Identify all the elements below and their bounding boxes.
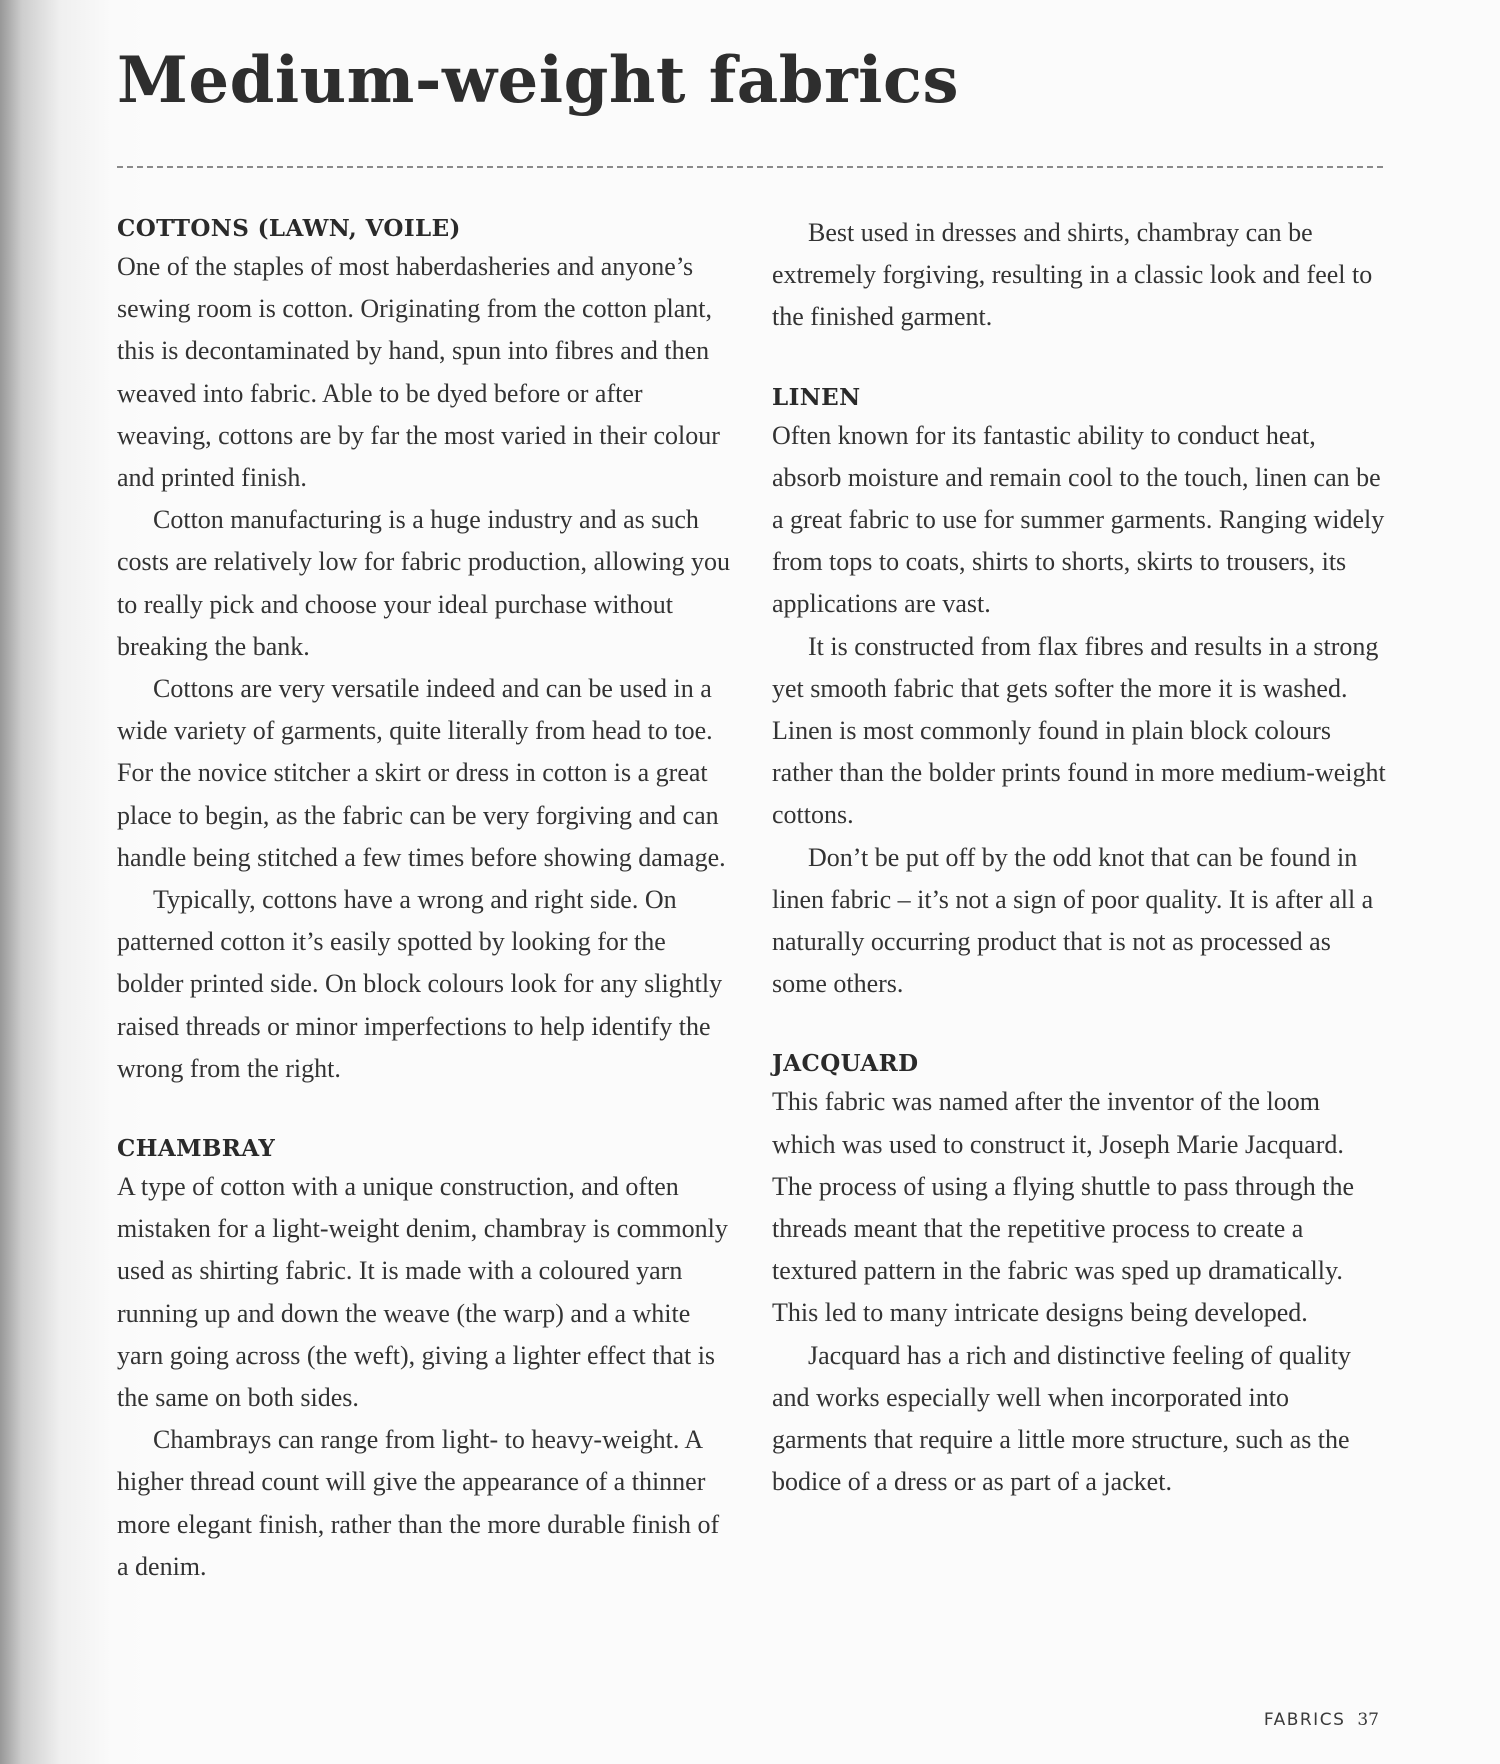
page-title: Medium-weight fabrics bbox=[117, 43, 959, 118]
paragraph: Cotton manufacturing is a huge industry and as such costs are relatively low for fabric production, allowing you to really pick and choose your ideal purchase without breaking the bank. bbox=[117, 505, 730, 661]
paragraph: Often known for its fantastic ability to conduct heat, absorb moisture and remain cool to the touch, linen can be a great fabric to use for summer garments. Ranging widely from tops to coats, shirts to shorts, skirts to trousers, its applications are vast. bbox=[772, 420, 1385, 619]
section-cottons bbox=[117, 212, 732, 1090]
page-number: 37 bbox=[1357, 1710, 1379, 1730]
paragraph: One of the staples of most haberdasheries and anyone’s sewing room is cotton. Originating from the cotton plant, this is decontaminated by hand, spun into fibres and then weaved into fabric. Able to be dyed before or after weaving, cottons are by far the most varied in their colour and printed finish. bbox=[117, 252, 720, 493]
paragraph: Typically, cottons have a wrong and right side. On patterned cotton it’s easily spotted by looking for the bolder printed side. On block colours look for any slightly raised threads or minor imperfections to help identify the wrong from the right. bbox=[117, 885, 723, 1083]
paragraph: Cottons are very versatile indeed and can be used in a wide variety of garments, quite literally from head to toe. For the novice stitcher a skirt or dress in cotton is a great place to begin, as the fabric can be very forgiving and can handle being stitched a few times before showing damage. bbox=[117, 674, 726, 872]
paragraph: It is constructed from flax fibres and results in a strong yet smooth fabric that gets softer the more it is washed. Linen is most commonly found in plain block colours rather than the bolder prints found in more medium-weight cottons. bbox=[772, 631, 1386, 830]
footer-section-label: FABRICS bbox=[1263, 1710, 1346, 1730]
section-heading-linen: LINEN bbox=[772, 383, 861, 411]
section-heading-jacquard: JACQUARD bbox=[772, 1050, 919, 1078]
paragraph: Jacquard has a rich and distinctive feeling of quality and works especially well when incorporated into garments that require a little more structure, such as the bodice of a dress or as part of a jacket. bbox=[772, 1340, 1351, 1497]
right-column bbox=[772, 212, 1387, 1545]
section-jacquard bbox=[772, 1047, 1387, 1503]
paragraph: Don’t be put off by the odd knot that can be found in linen fabric – it’s not a sign of poor quality. It is after all a naturally occurring product that is not as processed as some others. bbox=[772, 842, 1374, 999]
section-chambray-continued bbox=[772, 212, 1387, 339]
section-chambray bbox=[117, 1132, 732, 1588]
left-column bbox=[117, 212, 732, 1630]
page-footer bbox=[1264, 1710, 1379, 1730]
section-linen bbox=[772, 381, 1387, 1006]
paragraph: Best used in dresses and shirts, chambray can be extremely forgiving, resulting in a classic look and feel to the finished garment. bbox=[772, 218, 1373, 332]
paragraph: This fabric was named after the inventor of the loom which was used to construct it, Joseph Marie Jacquard. The process of using a flying shuttle to pass through the threads meant that the repetitive process to create a textured pattern in the fabric was sped up dramatically. This led to many intricate designs being developed. bbox=[772, 1087, 1355, 1328]
section-heading-cottons: COTTONS (LAWN, VOILE) bbox=[117, 215, 461, 242]
section-heading-chambray: CHAMBRAY bbox=[117, 1135, 276, 1163]
paragraph: A type of cotton with a unique construction, and often mistaken for a light-weight denim, chambray is commonly used as shirting fabric. It is made with a coloured yarn running up and down the weave (the warp) and a white yarn going across (the weft), giving a lighter effect that is the same on both sides. bbox=[117, 1172, 728, 1413]
dashed-divider bbox=[117, 166, 1383, 168]
paragraph: Chambrays can range from light- to heavy-weight. A higher thread count will give the appearance of a thinner more elegant finish, rather than the more durable finish of a denim. bbox=[117, 1425, 720, 1581]
